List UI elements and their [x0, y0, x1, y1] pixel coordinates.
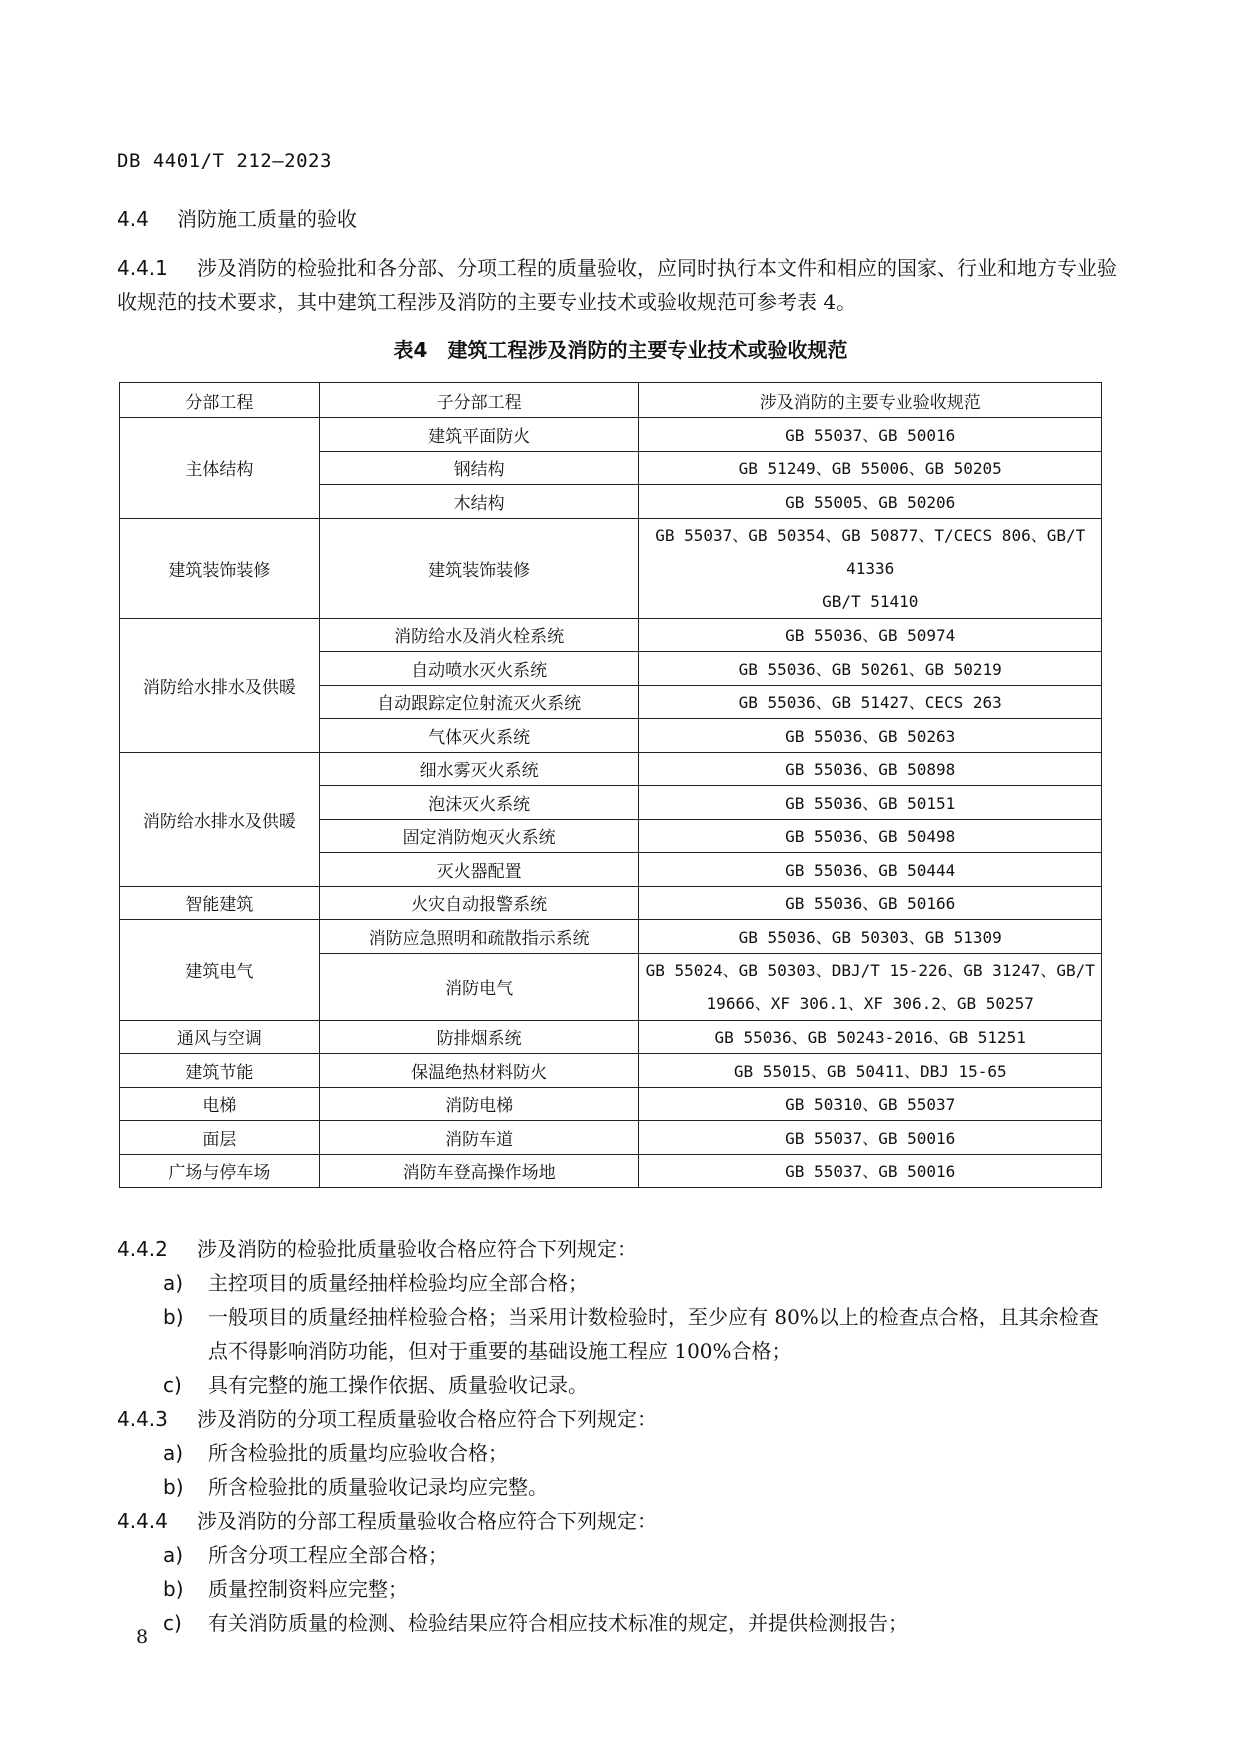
clause-4-4-4: [117, 1504, 657, 1538]
list-text: 有关消防质量的检测、检验结果应符合相应技术标准的规定，并提供检测报告；: [208, 1611, 908, 1635]
spec-cell: GB 55037、GB 50016: [639, 1154, 1102, 1188]
spec-line: GB/T 51410: [822, 591, 919, 611]
subdivision-cell: 消防给水及消火栓系统: [319, 618, 639, 652]
list-text: 主控项目的质量经抽样检验均应全部合格；: [208, 1271, 588, 1295]
table-row: [120, 518, 1102, 618]
section-heading: [117, 203, 357, 232]
list-text: 所含检验批的质量均应验收合格；: [208, 1441, 508, 1465]
spec-cell: GB 55037、GB 50016: [639, 1121, 1102, 1155]
subdivision-cell: 灭火器配置: [319, 853, 639, 887]
division-cell: 建筑装饰装修: [120, 518, 320, 618]
list-item: [0, 1300, 1241, 1368]
table-header-row: [120, 383, 1102, 418]
table-row: [120, 752, 1102, 786]
spec-table: [119, 382, 1102, 1188]
spec-line: 41336: [846, 558, 895, 578]
spec-cell: GB 55036、GB 50261、GB 50219: [639, 652, 1102, 686]
list-item: [0, 1266, 1241, 1300]
clause-4-4-3: [117, 1402, 657, 1436]
subdivision-cell: 木结构: [319, 485, 639, 519]
division-cell: 消防给水排水及供暖: [120, 618, 320, 752]
clause-4-4-1: [117, 251, 1127, 319]
spec-line: GB 55024、GB 50303、DBJ/T 15-226、GB 31247、GB/T: [645, 960, 1095, 980]
subdivision-cell: 钢结构: [319, 451, 639, 485]
header-spec: 涉及消防的主要专业验收规范: [639, 383, 1102, 418]
spec-cell: GB 51249、GB 55006、GB 50205: [639, 451, 1102, 485]
spec-cell: GB 55036、GB 50498: [639, 819, 1102, 853]
document-code: DB 4401/T 212—2023: [117, 150, 332, 172]
clause-text: 涉及消防的分部工程质量验收合格应符合下列规定：: [197, 1509, 657, 1533]
subdivision-cell: 泡沫灭火系统: [319, 786, 639, 820]
list-text: 一般项目的质量经抽样检验合格；当采用计数检验时，至少应有 80%以上的检查点合格，且其余检查点不得影响消防功能，但对于重要的基础设施工程应 100%合格；: [208, 1305, 1099, 1363]
spec-line: GB 55037、GB 50354、GB 50877、T/CECS 806、GB/T: [655, 525, 1086, 545]
division-cell: 消防给水排水及供暖: [120, 752, 320, 886]
list-label: b): [163, 1305, 184, 1329]
table-row: [120, 1154, 1102, 1188]
list-text: 所含检验批的质量验收记录均应完整。: [208, 1475, 548, 1499]
subdivision-cell: 建筑平面防火: [319, 418, 639, 452]
spec-cell: GB 55015、GB 50411、DBJ 15-65: [639, 1054, 1102, 1088]
header-subdivision: 子分部工程: [319, 383, 639, 418]
subdivision-cell: 细水雾灭火系统: [319, 752, 639, 786]
subdivision-cell: 消防车登高操作场地: [319, 1154, 639, 1188]
spec-cell: GB 55036、GB 50243-2016、GB 51251: [639, 1020, 1102, 1054]
spec-line: 19666、XF 306.1、XF 306.2、GB 50257: [706, 993, 1034, 1013]
list-item: [0, 1368, 1241, 1402]
table-row: [120, 1020, 1102, 1054]
clause-number: 4.4.4: [117, 1509, 168, 1533]
list-label: b): [163, 1577, 184, 1601]
subdivision-cell: 消防车道: [319, 1121, 639, 1155]
list-label: c): [163, 1611, 182, 1635]
list-item: [0, 1572, 1241, 1606]
division-cell: 通风与空调: [120, 1020, 320, 1054]
spec-cell: GB 55036、GB 50974: [639, 618, 1102, 652]
spec-cell: GB 55036、GB 50898: [639, 752, 1102, 786]
subdivision-cell: 自动跟踪定位射流灭火系统: [319, 685, 639, 719]
list-text: 具有完整的施工操作依据、质量验收记录。: [208, 1373, 588, 1397]
header-division: 分部工程: [120, 383, 320, 418]
table-row: [120, 618, 1102, 652]
spec-cell: GB 50310、GB 55037: [639, 1087, 1102, 1121]
spec-cell: GB 55036、GB 50166: [639, 886, 1102, 920]
table-row: [120, 886, 1102, 920]
list-item: [0, 1470, 1241, 1504]
table-row: [120, 1121, 1102, 1155]
table-title: 表4 建筑工程涉及消防的主要专业技术或验收规范: [393, 338, 848, 362]
subdivision-cell: 防排烟系统: [319, 1020, 639, 1054]
clause-number: 4.4.3: [117, 1407, 168, 1431]
subdivision-cell: 消防电梯: [319, 1087, 639, 1121]
subdivision-cell: 消防应急照明和疏散指示系统: [319, 920, 639, 954]
division-cell: 建筑节能: [120, 1054, 320, 1088]
spec-cell: GB 55036、GB 50151: [639, 786, 1102, 820]
clause-text: 涉及消防的检验批质量验收合格应符合下列规定：: [197, 1237, 637, 1261]
table-row: [120, 1087, 1102, 1121]
division-cell: 智能建筑: [120, 886, 320, 920]
list-label: c): [163, 1373, 182, 1397]
clause-4-4-2: [117, 1232, 637, 1266]
clause-number: 4.4.2: [117, 1237, 168, 1261]
subdivision-cell: 固定消防炮灭火系统: [319, 819, 639, 853]
list-label: b): [163, 1475, 184, 1499]
spec-cell: GB 55037、GB 50016: [639, 418, 1102, 452]
clause-text: 涉及消防的分项工程质量验收合格应符合下列规定：: [197, 1407, 657, 1431]
spec-cell: [639, 953, 1102, 1020]
subdivision-cell: 保温绝热材料防火: [319, 1054, 639, 1088]
spec-cell: GB 55036、GB 51427、CECS 263: [639, 685, 1102, 719]
list-label: a): [163, 1271, 184, 1295]
list-item: [0, 1606, 1241, 1640]
page-number: 8: [136, 1626, 149, 1648]
division-cell: 电梯: [120, 1087, 320, 1121]
spec-cell: GB 55036、GB 50303、GB 51309: [639, 920, 1102, 954]
spec-cell: GB 55005、GB 50206: [639, 485, 1102, 519]
list-item: [0, 1436, 1241, 1470]
section-number: 4.4: [117, 207, 149, 231]
table-row: [120, 920, 1102, 954]
table-row: [120, 1054, 1102, 1088]
table-row: [120, 418, 1102, 452]
spec-cell: [639, 518, 1102, 618]
division-cell: 建筑电气: [120, 920, 320, 1021]
list-text: 质量控制资料应完整；: [208, 1577, 408, 1601]
section-title: 消防施工质量的验收: [177, 207, 357, 231]
clause-number: 4.4.1: [117, 256, 168, 280]
list-item: [0, 1538, 1241, 1572]
list-text: 所含分项工程应全部合格；: [208, 1543, 448, 1567]
list-label: a): [163, 1543, 184, 1567]
list-label: a): [163, 1441, 184, 1465]
division-cell: 广场与停车场: [120, 1154, 320, 1188]
subdivision-cell: 气体灭火系统: [319, 719, 639, 753]
subdivision-cell: 自动喷水灭火系统: [319, 652, 639, 686]
subdivision-cell: 消防电气: [319, 953, 639, 1020]
subdivision-cell: 火灾自动报警系统: [319, 886, 639, 920]
spec-cell: GB 55036、GB 50263: [639, 719, 1102, 753]
clause-text: 涉及消防的检验批和各分部、分项工程的质量验收，应同时执行本文件和相应的国家、行业和地方专业验收规范的技术要求，其中建筑工程涉及消防的主要专业技术或验收规范可参考表 4。: [117, 256, 1117, 314]
spec-cell: GB 55036、GB 50444: [639, 853, 1102, 887]
subdivision-cell: 建筑装饰装修: [319, 518, 639, 618]
division-cell: 主体结构: [120, 418, 320, 519]
division-cell: 面层: [120, 1121, 320, 1155]
